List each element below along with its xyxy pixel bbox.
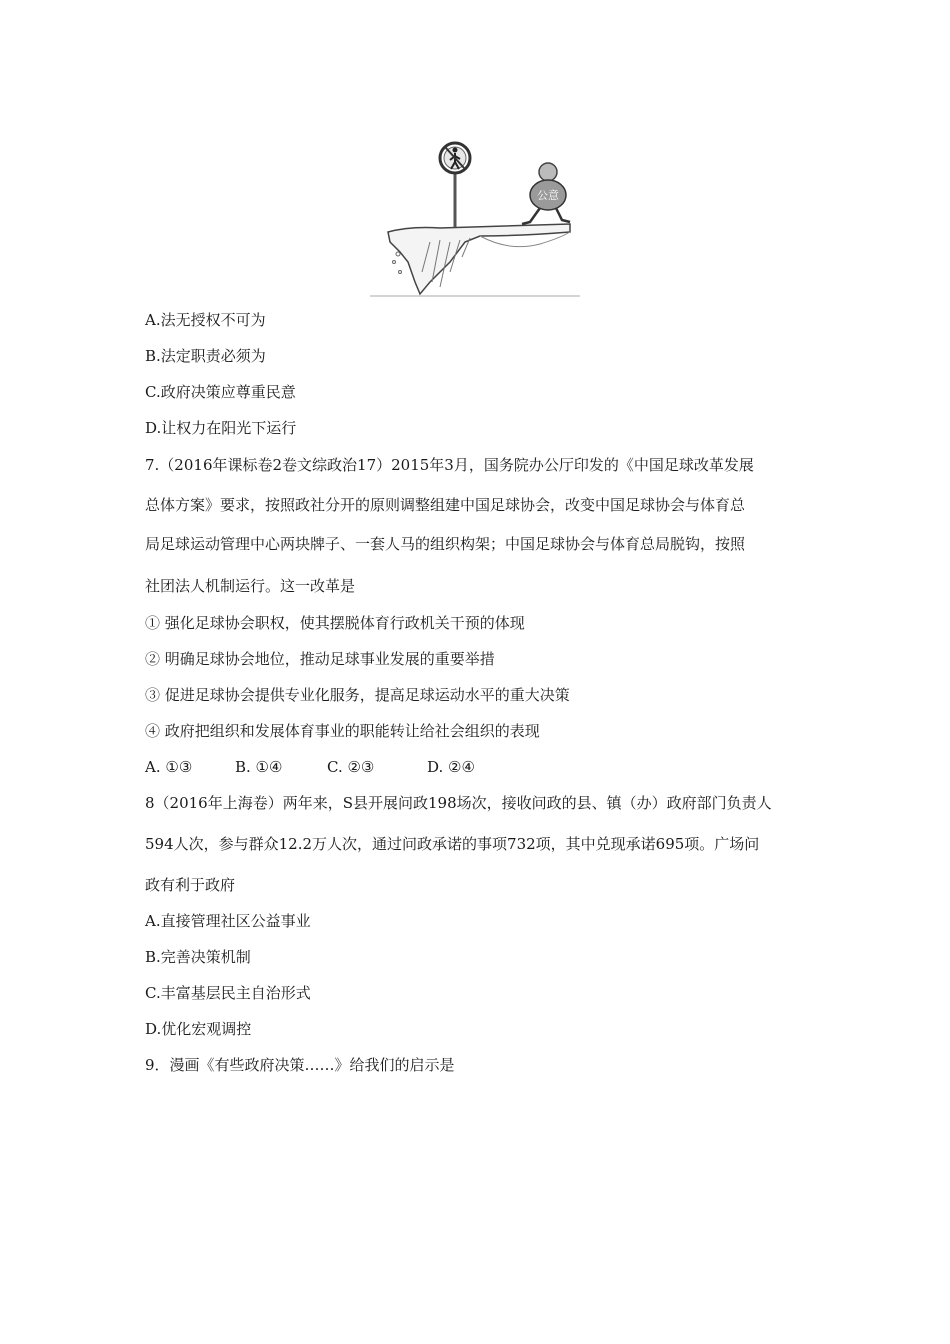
cliff-drawing [370,224,580,296]
q8-option-c: C.丰富基层民主自治形式 [145,984,311,1002]
q8-stem-line-1: 8（2016年上海卷）两年来，S县开展问政198场次，接收问政的县、镇（办）政府部门负责人 [145,794,772,812]
q7-stem-line-1: 7.（2016年课标卷2卷文综政治17）2015年3月，国务院办公厅印发的《中国足球改革发展 [145,456,754,474]
q7-option-d: D. ②④ [427,758,475,776]
walking-figure [522,163,570,224]
q9-stem: 9．漫画《有些政府决策……》给我们的启示是 [145,1056,455,1074]
q8-stem-line-2: 594人次，参与群众12.2万人次，通过问政承诺的事项732项，其中兑现承诺695项。广场问 [145,835,760,853]
q8-option-b: B.完善决策机制 [145,948,251,966]
q7-option-b: B. ①④ [235,758,283,776]
q6-option-a: A.法无授权不可为 [145,311,266,329]
q6-option-b: B.法定职责必须为 [145,347,266,365]
q7-item-2: ② 明确足球协会地位，推动足球事业发展的重要举措 [145,650,495,668]
no-pedestrian-sign-icon [440,143,470,230]
q8-stem-line-3: 政有利于政府 [145,876,236,894]
q6-option-d: D.让权力在阳光下运行 [145,419,297,437]
q7-option-a: A. ①③ [145,758,193,776]
q7-options [145,757,475,777]
q8-option-a: A.直接管理社区公益事业 [145,912,311,930]
q7-stem-line-3: 局足球运动管理中心两块牌子、一套人马的组织构架；中国足球协会与体育总局脱钩，按照 [145,535,746,553]
cartoon-illustration [370,132,580,298]
q7-item-3: ③ 促进足球协会提供专业化服务，提高足球运动水平的重大决策 [145,686,570,704]
q7-stem-line-2: 总体方案》要求，按照政社分开的原则调整组建中国足球协会，改变中国足球协会与体育总 [145,496,746,514]
cartoon-label: 公意 [537,189,559,202]
q7-item-4: ④ 政府把组织和发展体育事业的职能转让给社会组织的表现 [145,722,540,740]
q8-option-d: D.优化宏观调控 [145,1020,252,1038]
q7-option-c: C. ②③ [327,758,375,776]
q6-option-c: C.政府决策应尊重民意 [145,383,296,401]
q7-item-1: ① 强化足球协会职权，使其摆脱体育行政机关干预的体现 [145,614,525,632]
q7-stem-line-4: 社团法人机制运行。这一改革是 [145,577,356,595]
